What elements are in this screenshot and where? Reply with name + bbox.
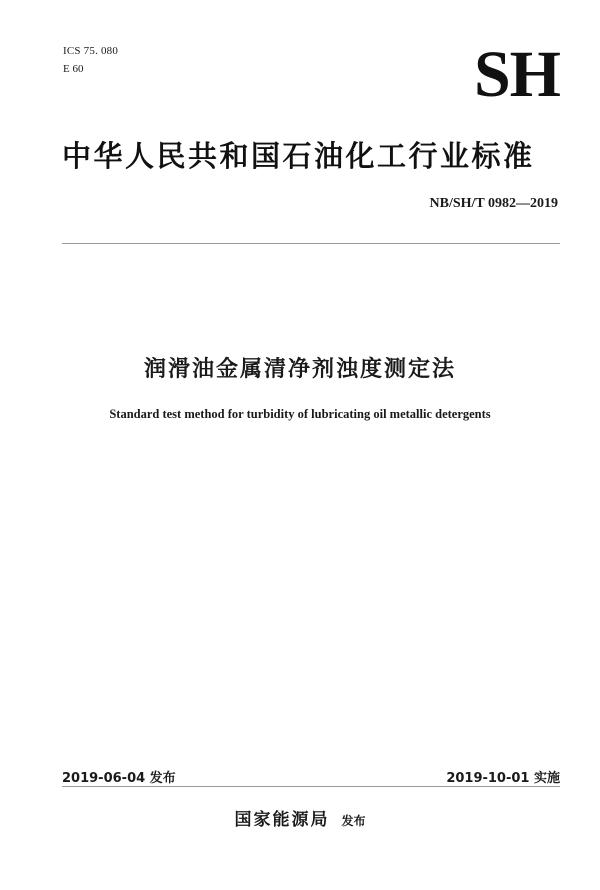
ics-code: ICS 75. 080: [63, 45, 119, 57]
publisher-action: 发布: [341, 814, 366, 828]
sh-logo: SH: [473, 38, 560, 111]
standard-number: NB/SH/T 0982—2019: [429, 196, 558, 211]
issue-date: 2019-06-04 发布: [62, 771, 176, 786]
publisher-name: 国家能源局: [234, 810, 330, 830]
top-divider: [62, 243, 560, 244]
document-title-english: Standard test method for turbidity of lubricating oil metallic detergents: [109, 407, 491, 421]
standard-category-title: 中华人民共和国石油化工行业标准: [62, 139, 535, 173]
document-title-chinese: 润滑油金属清净剂浊度测定法: [143, 357, 456, 382]
publisher-line: [0, 805, 600, 830]
classification-code: E 60: [63, 63, 84, 75]
bottom-divider: [62, 786, 560, 787]
implementation-date: 2019-10-01 实施: [446, 771, 560, 786]
